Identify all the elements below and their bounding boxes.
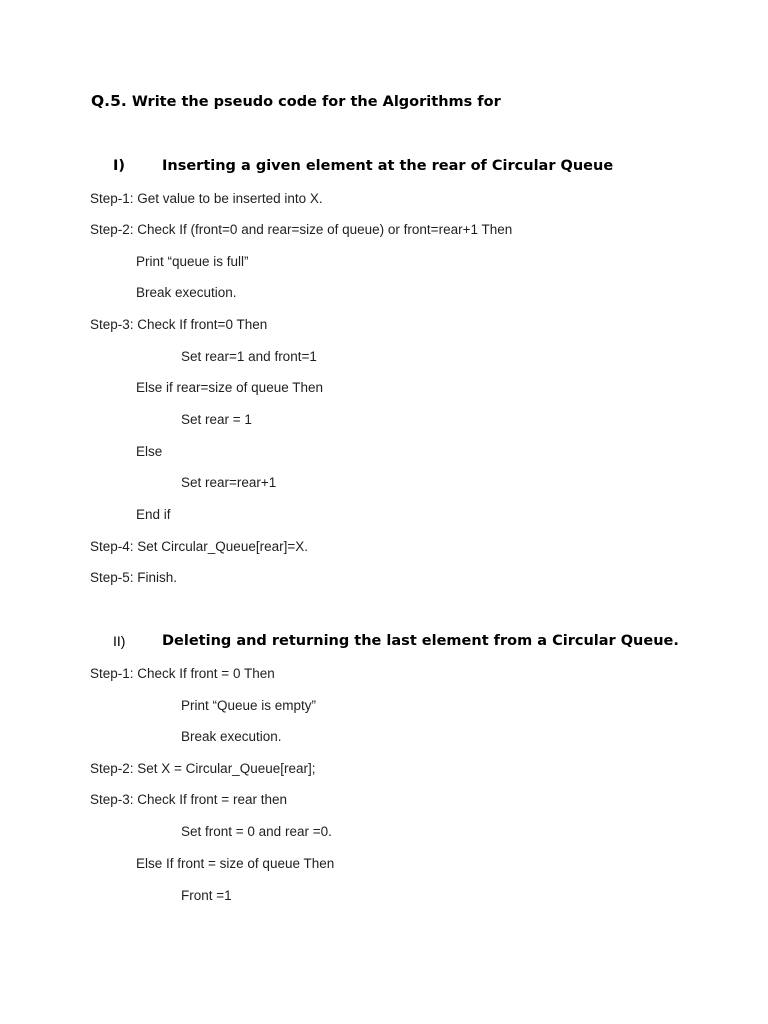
section-2-numeral: II)	[113, 633, 126, 649]
pseudo-line: Step-2: Check If (front=0 and rear=size of queue) or front=rear+1 Then	[90, 222, 513, 237]
pseudo-line: End if	[136, 507, 171, 522]
pseudo-line: Else	[136, 444, 163, 459]
pseudo-line: Step-4: Set Circular_Queue[rear]=X.	[90, 539, 308, 554]
pseudo-line: Print “queue is full”	[136, 254, 249, 269]
pseudo-line: Else If front = size of queue Then	[136, 856, 335, 871]
pseudo-line: Set rear = 1	[181, 412, 252, 427]
pseudo-line: Break execution.	[136, 285, 237, 300]
pseudo-line: Step-1: Get value to be inserted into X.	[90, 191, 323, 206]
pseudo-line: Else if rear=size of queue Then	[136, 380, 323, 395]
pseudo-line: Set front = 0 and rear =0.	[181, 824, 332, 839]
pseudo-line: Set rear=rear+1	[181, 475, 277, 490]
question-number: Q.5.	[91, 92, 127, 110]
question-text: Write the pseudo code for the Algorithms for	[131, 94, 501, 110]
pseudo-line: Step-5: Finish.	[90, 570, 178, 585]
section-1-numeral: I)	[113, 158, 126, 174]
section-1-title: Inserting a given element at the rear of Circular Queue	[162, 158, 614, 174]
pseudo-line: Step-3: Check If front=0 Then	[90, 317, 268, 332]
section-2-title: Deleting and returning the last element from a Circular Queue.	[162, 633, 679, 649]
pseudo-line: Break execution.	[181, 729, 282, 744]
pseudo-line: Front =1	[181, 888, 232, 903]
pseudo-line: Step-3: Check If front = rear then	[90, 792, 287, 807]
pseudo-line: Step-1: Check If front = 0 Then	[90, 666, 275, 681]
pseudo-line: Set rear=1 and front=1	[181, 349, 317, 364]
pseudo-line: Print “Queue is empty”	[181, 698, 317, 713]
question-title	[91, 92, 501, 110]
pseudo-line: Step-2: Set X = Circular_Queue[rear];	[90, 761, 316, 776]
